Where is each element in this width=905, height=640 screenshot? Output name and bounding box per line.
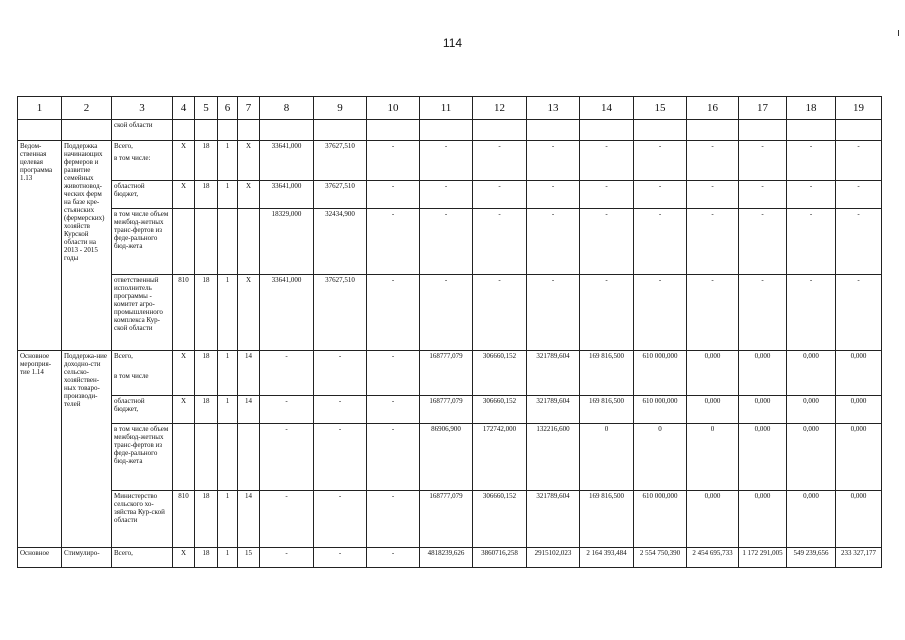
table-cell: ской области — [112, 120, 173, 141]
table-cell: - — [787, 141, 836, 181]
table-cell: 0,000 — [787, 396, 836, 424]
table-cell: ответственный исполнитель программы - комитет агро-промышленного комплекса Кур-ской области — [112, 275, 173, 351]
table-cell: 610 000,000 — [634, 396, 687, 424]
table-cell: - — [314, 548, 367, 568]
header-cell: 4 — [173, 97, 195, 120]
page-number: 114 — [442, 36, 463, 50]
table-row — [18, 181, 882, 209]
header-cell: 8 — [260, 97, 314, 120]
header-cell: 6 — [218, 97, 238, 120]
table-cell: - — [634, 209, 687, 275]
table-cell: - — [634, 275, 687, 351]
table-cell: 14 — [238, 396, 260, 424]
table-row — [18, 396, 882, 424]
table-cell: 33641,000 — [260, 181, 314, 209]
table-cell: - — [260, 424, 314, 491]
header-cell: 14 — [580, 97, 634, 120]
table-cell: 1 — [218, 181, 238, 209]
table-cell: 0,000 — [687, 491, 739, 548]
table-cell: - — [260, 548, 314, 568]
table-cell: 169 816,500 — [580, 491, 634, 548]
table-cell: областной бюджет, — [112, 396, 173, 424]
program-name-cell: Поддержка начинающих фермеров и развитие семейных животновод-ческих ферм на базе кре-стьянских (фермерских) хозяйств Курской области на 2013 - 2015 годы — [62, 141, 112, 351]
table-cell: 18 — [195, 275, 218, 351]
table-cell: 610 000,000 — [634, 351, 687, 396]
table-cell: 18 — [195, 396, 218, 424]
table-cell: - — [687, 275, 739, 351]
table-cell: - — [473, 181, 527, 209]
table-cell: 168777,079 — [420, 351, 473, 396]
table-cell: - — [527, 181, 580, 209]
table-cell: 1 — [218, 548, 238, 568]
table-cell: - — [787, 209, 836, 275]
table-cell: 15 — [238, 548, 260, 568]
table-cell: 169 816,500 — [580, 396, 634, 424]
header-cell: 3 — [112, 97, 173, 120]
table-cell: 14 — [238, 351, 260, 396]
table-cell: 0 — [687, 424, 739, 491]
table-cell: 86906,900 — [420, 424, 473, 491]
header-cell: 10 — [367, 97, 420, 120]
table-cell: 1 — [218, 351, 238, 396]
table-cell: 549 239,656 — [787, 548, 836, 568]
table-cell: - — [367, 396, 420, 424]
table-cell: 33641,000 — [260, 141, 314, 181]
table-row — [18, 275, 882, 351]
header-cell: 1 — [18, 97, 62, 120]
table-cell: 2 454 695,733 — [687, 548, 739, 568]
table-row — [18, 548, 882, 568]
continuation-row — [18, 120, 882, 141]
table-cell: - — [739, 141, 787, 181]
table-cell: 168777,079 — [420, 491, 473, 548]
table-cell: 0,000 — [836, 351, 882, 396]
table-cell: 18 — [195, 351, 218, 396]
table-cell: Х — [173, 396, 195, 424]
table-cell: Х — [173, 351, 195, 396]
table-cell: 610 000,000 — [634, 491, 687, 548]
table-cell: - — [367, 351, 420, 396]
header-cell: 5 — [195, 97, 218, 120]
table-cell: в том числе объем межбюд-жетных транс-фертов из феде-рального бюд-жета — [112, 209, 173, 275]
table-cell: 321789,604 — [527, 491, 580, 548]
program-name-cell: Стимулиро- — [62, 548, 112, 568]
table-cell: 1 — [218, 141, 238, 181]
table-cell: 1 — [218, 491, 238, 548]
program-code-cell: Ведом-ственная целевая программа 1.13 — [18, 141, 62, 351]
table-cell: 0,000 — [739, 351, 787, 396]
table-cell: 132216,600 — [527, 424, 580, 491]
table-cell: 2915102,023 — [527, 548, 580, 568]
table-cell: - — [580, 181, 634, 209]
table-cell: - — [367, 275, 420, 351]
table-cell: - — [473, 275, 527, 351]
table-cell: Всего, в том числе: — [112, 141, 173, 181]
table-cell: - — [687, 181, 739, 209]
table-cell: - — [787, 181, 836, 209]
table-cell: Х — [173, 548, 195, 568]
table-cell: - — [367, 181, 420, 209]
table-cell: 306660,152 — [473, 491, 527, 548]
table-cell: - — [367, 491, 420, 548]
header-row — [18, 97, 882, 120]
table-cell: - — [260, 396, 314, 424]
table-cell: Х — [238, 181, 260, 209]
table-cell: 172742,000 — [473, 424, 527, 491]
table-cell: 0,000 — [739, 491, 787, 548]
table-cell: - — [787, 275, 836, 351]
table-cell: - — [420, 141, 473, 181]
table-cell: - — [420, 181, 473, 209]
table-cell: 306660,152 — [473, 396, 527, 424]
table-cell: 0,000 — [836, 396, 882, 424]
table-cell: 14 — [238, 491, 260, 548]
table-cell: - — [836, 209, 882, 275]
table-row — [18, 424, 882, 491]
table-cell: - — [314, 351, 367, 396]
program-code-cell: Основное — [18, 548, 62, 568]
table-cell: 0 — [580, 424, 634, 491]
table-cell: - — [473, 209, 527, 275]
table-cell: - — [527, 209, 580, 275]
table-cell: 0,000 — [787, 491, 836, 548]
table-cell: - — [836, 275, 882, 351]
table-cell: 0,000 — [787, 351, 836, 396]
table-cell: 169 816,500 — [580, 351, 634, 396]
table-cell: - — [314, 424, 367, 491]
table-cell: - — [739, 181, 787, 209]
table-cell: 810 — [173, 275, 195, 351]
table-cell: - — [367, 141, 420, 181]
table-cell: 4818239,626 — [420, 548, 473, 568]
table-cell: 2 554 750,390 — [634, 548, 687, 568]
table-cell: 233 327,177 — [836, 548, 882, 568]
table-cell: - — [527, 141, 580, 181]
table-cell: 37627,510 — [314, 181, 367, 209]
table-row — [18, 351, 882, 396]
table-cell: 0,000 — [836, 424, 882, 491]
table-cell: - — [367, 548, 420, 568]
table-cell: Х — [173, 141, 195, 181]
table-cell: Х — [238, 141, 260, 181]
table-cell: областной бюджет, — [112, 181, 173, 209]
table-cell: 3860716,258 — [473, 548, 527, 568]
table-cell: 0,000 — [739, 396, 787, 424]
table-cell: - — [580, 209, 634, 275]
table-cell: Всего, — [112, 548, 173, 568]
program-code-cell: Основное мероприя-тие 1.14 — [18, 351, 62, 548]
header-cell: 17 — [739, 97, 787, 120]
table-cell: - — [314, 491, 367, 548]
table-cell: 0,000 — [739, 424, 787, 491]
edge-mark — [898, 30, 899, 36]
table-cell: - — [367, 209, 420, 275]
table-cell: Х — [238, 275, 260, 351]
table-cell: 37627,510 — [314, 275, 367, 351]
header-cell: 18 — [787, 97, 836, 120]
table-cell: 0,000 — [687, 396, 739, 424]
table-cell: 168777,079 — [420, 396, 473, 424]
table-cell: 321789,604 — [527, 396, 580, 424]
header-cell: 13 — [527, 97, 580, 120]
table-row — [18, 141, 882, 181]
table-cell: - — [687, 141, 739, 181]
table-cell: 18 — [195, 491, 218, 548]
table-cell: 321789,604 — [527, 351, 580, 396]
table-cell: Министерство сельского хо-зяйства Кур-ской области — [112, 491, 173, 548]
table-cell: в том числе объем межбюд-жетных транс-фертов из феде-рального бюд-жета — [112, 424, 173, 491]
table-cell: - — [420, 275, 473, 351]
table-cell: - — [739, 275, 787, 351]
header-cell: 9 — [314, 97, 367, 120]
table-cell: 306660,152 — [473, 351, 527, 396]
table-cell: 33641,000 — [260, 275, 314, 351]
table-cell: 18 — [195, 181, 218, 209]
table-cell: 0 — [634, 424, 687, 491]
table-cell: - — [473, 141, 527, 181]
table-cell: 0,000 — [836, 491, 882, 548]
table-cell: 2 164 393,484 — [580, 548, 634, 568]
table-cell: 1 — [218, 396, 238, 424]
header-cell: 2 — [62, 97, 112, 120]
table-cell: - — [367, 424, 420, 491]
table-cell: - — [420, 209, 473, 275]
table-cell: 0,000 — [787, 424, 836, 491]
table-cell: - — [527, 275, 580, 351]
table-cell: 18 — [195, 548, 218, 568]
table-cell: 37627,510 — [314, 141, 367, 181]
table-cell: - — [260, 351, 314, 396]
header-cell: 7 — [238, 97, 260, 120]
table-row — [18, 209, 882, 275]
budget-table — [17, 96, 882, 568]
table-cell: - — [634, 181, 687, 209]
table-cell: - — [314, 396, 367, 424]
table-cell: 18329,000 — [260, 209, 314, 275]
table-cell: - — [260, 491, 314, 548]
table-cell: 0,000 — [687, 351, 739, 396]
table-cell: 18 — [195, 141, 218, 181]
table-cell: - — [580, 275, 634, 351]
table-cell: - — [634, 141, 687, 181]
table-cell: Всего, в том числе — [112, 351, 173, 396]
header-cell: 12 — [473, 97, 527, 120]
header-cell: 11 — [420, 97, 473, 120]
table-cell: 810 — [173, 491, 195, 548]
table-cell: 1 172 291,005 — [739, 548, 787, 568]
program-name-cell: Поддержа-ние доходно-сти сельско-хозяйствен-ных товаро-производи-телей — [62, 351, 112, 548]
table-cell: - — [687, 209, 739, 275]
table-cell: - — [836, 181, 882, 209]
header-cell: 19 — [836, 97, 882, 120]
table-cell: Х — [173, 181, 195, 209]
table-row — [18, 491, 882, 548]
table-cell: 1 — [218, 275, 238, 351]
table-cell: - — [580, 141, 634, 181]
table-cell: - — [739, 209, 787, 275]
table-cell: - — [836, 141, 882, 181]
header-cell: 16 — [687, 97, 739, 120]
table-cell: 32434,900 — [314, 209, 367, 275]
header-cell: 15 — [634, 97, 687, 120]
